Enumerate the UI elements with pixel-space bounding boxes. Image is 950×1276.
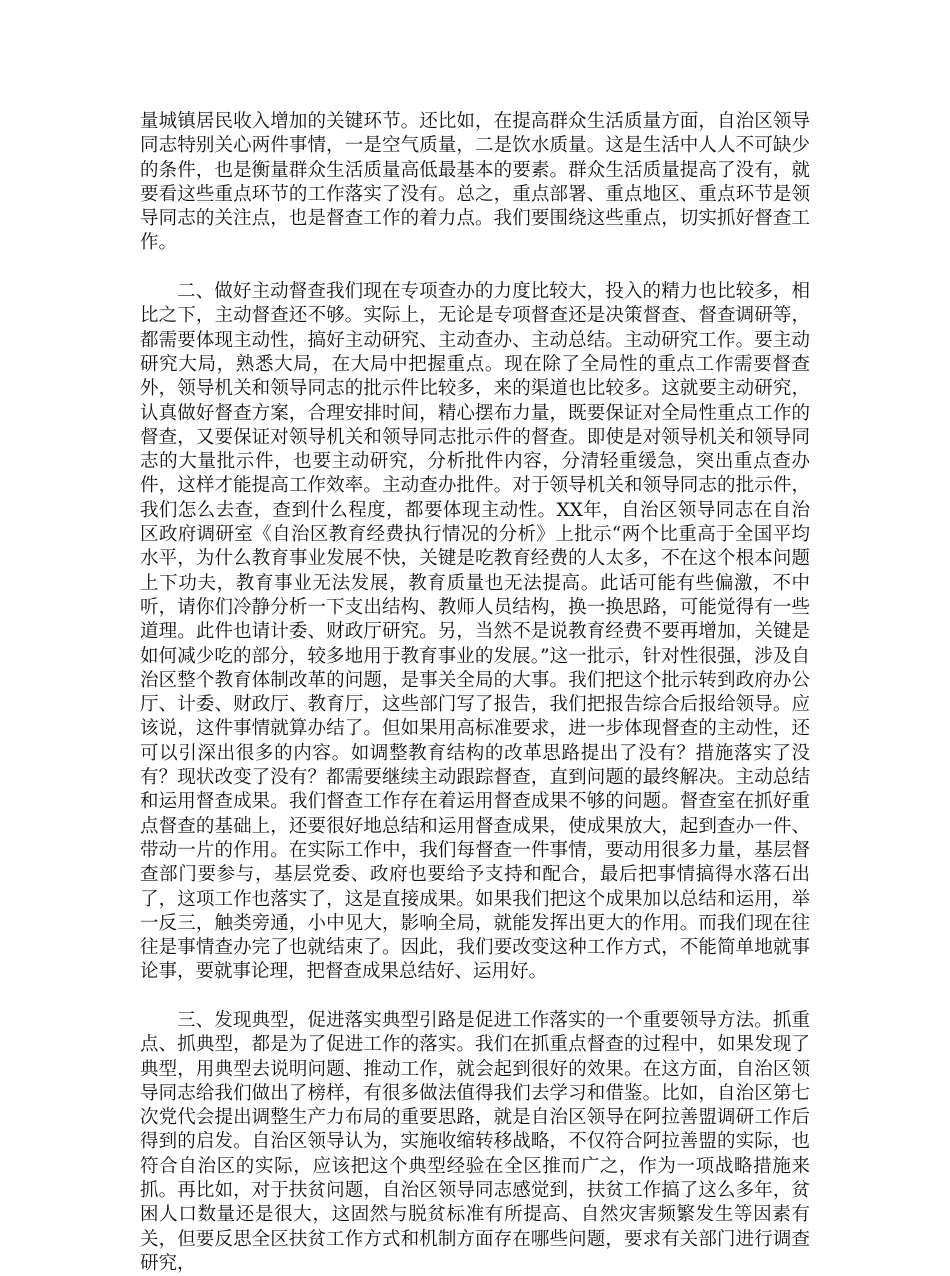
paragraph-1: 量城镇居民收入增加的关键环节。还比如，在提高群众生活质量方面，自治区领导同志特别关心两件事情，一是空气质量，二是饮水质量。这是生活中人人不可缺少的条件，也是衡量群众生活质量高低最基本的要素。群众生活质量提高了没有，就要看这些重点环节的工作落实了没有。总之，重点部署、重点地区、重点环节是领导同志的关注点，也是督查工作的着力点。我们要围绕这些重点，切实抓好督查工作。 <box>140 111 810 254</box>
paragraph-spacer <box>140 256 810 280</box>
paragraph-spacer <box>140 985 810 1009</box>
paragraph-2: 二、做好主动督查我们现在专项查办的力度比较大，投入的精力也比较多，相比之下，主动督查还不够。实际上，无论是专项督查还是决策督查、督查调研等，都需要体现主动性，搞好主动研究、主动查办、主动总结。主动研究工作。要主动研究大局，熟悉大局，在大局中把握重点。现在除了全局性的重点工作需要督查外，领导机关和领导同志的批示件比较多，来的渠道也比较多。这就要主动研究，认真做好督查方案，合理安排时间，精心摆布力量，既要保证对全局性重点工作的督查，又要保证对领导机关和领导同志批示件的督查。即使是对领导机关和领导同志的大量批示件，也要主动研究，分析批件内容，分清轻重缓急，突出重点查办件，这样才能提高工作效率。主动查办批件。对于领导机关和领导同志的批示件，我们怎么去查，查到什么程度，都要体现主动性。XX年，自治区领导同志在自治区政府调研室《自治区教育经费执行情况的分析》上批示“两个比重高于全国平均水平，为什么教育事业发展不快，关键是吃教育经费的人太多，不在这个根本问题上下功夫，教育事业无法发展，教育质量也无法提高。此话可能有些偏激，不中听，请你们冷静分析一下支出结构、教师人员结构，换一换思路，可能觉得有一些道理。此件也请计委、财政厅研究。另，当然不是说教育经费不要再增加，关键是如何减少吃的部分，较多地用于教育事业的发展。”这一批示，针对性很强，涉及自治区整个教育体制改革的问题，是事关全局的大事。我们把这个批示转到政府办公厅、计委、财政厅、教育厅，这些部门写了报告，我们把报告综合后报给领导。应该说，这件事情就算办结了。但如果用高标准要求，进一步体现督查的主动性，还可以引深出很多的内容。如调整教育结构的改革思路提出了没有？措施落实了没有？现状改变了没有？都需要继续主动跟踪督查，直到问题的最终解决。主动总结和运用督查成果。我们督查工作存在着运用督查成果不够的问题。督查室在抓好重点督查的基础上，还要很好地总结和运用督查成果，使成果放大，起到查办一件、带动一片的作用。在实际工作中，我们每督查一件事情，要动用很多力量，基层督查部门要参与，基层党委、政府也要给予支持和配合，最后把事情搞得水落石出了，这项工作也落实了，这是直接成果。如果我们把这个成果加以总结和运用，举一反三，触类旁通，小中见大，影响全局，就能发挥出更大的作用。而我们现在往往是事情查办完了也就结束了。因此，我们要改变这种工作方式，不能简单地就事论事，要就事论理，把督查成果总结好、运用好。 <box>140 281 810 983</box>
paragraph-3: 三、发现典型，促进落实典型引路是促进工作落实的一个重要领导方法。抓重点、抓典型，都是为了促进工作的落实。我们在抓重点督查的过程中，如果发现了典型，用典型去说明问题、推动工作，就会起到很好的效果。在这方面，自治区领导同志给我们做出了榜样，有很多做法值得我们去学习和借鉴。比如，自治区第七次党代会提出调整生产力布局的重要思路，就是自治区领导在阿拉善盟调研工作后得到的启发。自治区领导认为，实施收缩转移战略，不仅符合阿拉善盟的实际，也符合自治区的实际，应该把这个典型经验在全区推而广之，作为一项战略措施来抓。再比如，对于扶贫问题，自治区领导同志感觉到，扶贫工作搞了这么多年，贫困人口数量还是很大，这固然与脱贫标准有所提高、自然灾害频繁发生等因素有关，但要反思全区扶贫工作方式和机制方面存在哪些问题，要求有关部门进行调查研究， <box>140 1009 810 1274</box>
document-body <box>140 110 810 1276</box>
